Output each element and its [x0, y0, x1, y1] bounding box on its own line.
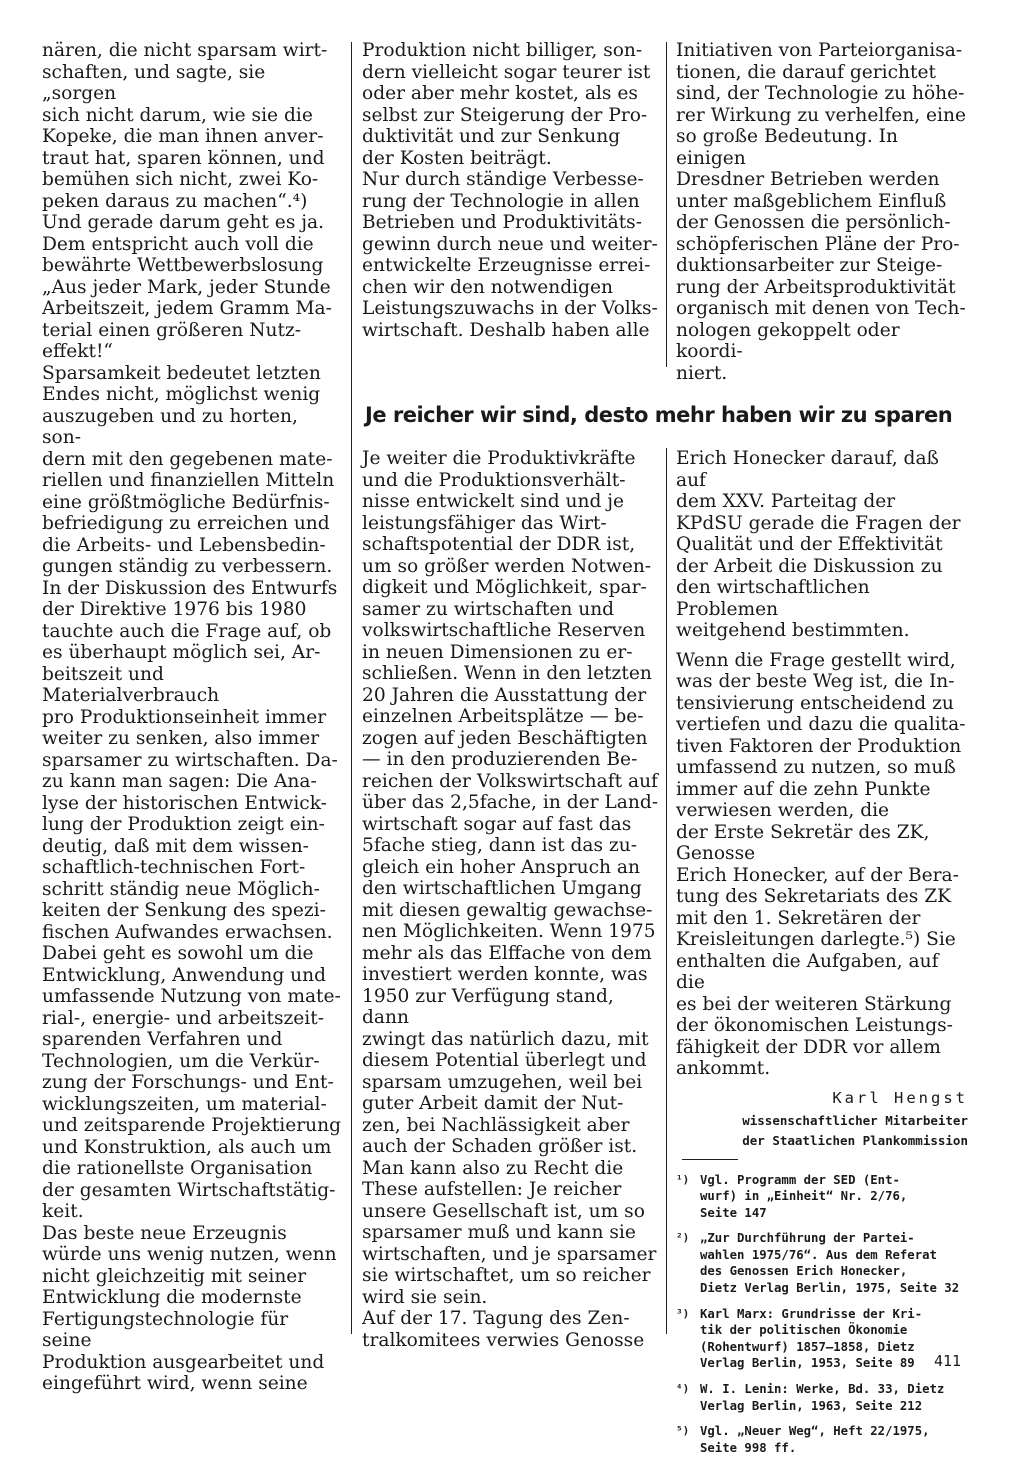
paragraph: Sparsamkeit bedeutet letzten Endes nicht, möglichst wenig auszugeben und zu horten, son- dern mit den gegebenen mate- riellen und finanziellen Mitteln eine größtmögliche Bedürfnis- befriedigung zu erreichen und die Arbeits- und Lebensbedin- gungen ständig zu verbessern.	[42, 362, 335, 577]
paragraph: Erich Honecker darauf, daß auf dem XXV. Parteitag der KPdSU gerade die Fragen der Qualität und der Effektivität der Arbeit die Diskussion zu den wirtschaftlichen Problemen weitgehend bestimmten.	[676, 448, 961, 641]
footnote-number: ²)	[676, 1231, 690, 1245]
paragraph: Wenn die Frage gestellt wird, was der beste Weg ist, die In- tensivierung entscheidend zu vertiefen und dazu die qualita- tiven Faktoren der Produktion umfassend zu nutzen, so muß immer auf die zehn Punkte verwiesen werden, die der Erste Sekretär des ZK, Genosse Erich Honecker, auf der Bera- tung des Sekretariats des ZK mit den 1. Sekretären der Kreisleitungen darlegte.⁵) Sie enthalten die Aufgaben, auf die es bei der weiteren Stärkung der ökonomischen Leistungs- fähigkeit der DDR vor allem ankommt.	[676, 649, 966, 1079]
paragraph: Auf der 17. Tagung des Zen- tralkomitees verwies Genosse	[362, 1308, 645, 1351]
column-divider-2-bottom	[666, 448, 667, 1334]
footnote-number: ³)	[676, 1306, 690, 1320]
footnote-text: Vgl. „Neuer Weg“, Heft 22/1975, Seite 998 ff.	[700, 1424, 930, 1455]
footnote-text: Karl Marx: Grundrisse der Kri- tik der politischen Ökonomie (Rohentwurf) 1857–1858, Dietz Verlag Berlin, 1953, Seite 89	[700, 1306, 923, 1371]
footnote	[676, 1306, 968, 1372]
footnote-number: ¹)	[676, 1172, 690, 1186]
footnotes	[676, 1172, 968, 1457]
paragraph: In der Diskussion des Entwurfs der Direktive 1976 bis 1980 tauchte auch die Frage auf, ob es überhaupt möglich sei, Ar- beitszeit und Materialverbrauch pro Produktionseinheit immer weiter zu senken, also immer sparsamer zu wirtschaften. Da- zu kann man sagen: Die Ana- lyse der historischen Entwick- lung der Produktion zeigt ein- deutig, daß mit dem wissen- schaftlich-technischen Fort- schritt ständig neue Möglich- keiten der Senkung des spezi- fischen Aufwandes erwachsen. Dabei geht es sowohl um die Entwicklung, Anwendung und umfassende Nutzung von mate- rial-, energie- und arbeitszeit- sparenden Verfahren und Technologien, um die Verkür- zung der Forschungs- und Ent- wicklungszeiten, um material- und zeitsparende Projektierung und Konstruktion, als auch um die rationellste Organisation der gesamten Wirtschaftstätig- keit.	[42, 577, 341, 1222]
footnote-text: „Zur Durchführung der Partei- wahlen 1975/76“. Aus dem Referat des Genossen Erich Honecker, Dietz Verlag Berlin, 1975, Seite 32	[700, 1231, 960, 1296]
column-3-top	[676, 40, 968, 384]
section-heading: Je reicher wir sind, desto mehr haben wir zu sparen	[365, 403, 953, 427]
column-divider-2-top	[666, 42, 667, 367]
paragraph: Je weiter die Produktivkräfte und die Produktionsverhält- nisse entwickelt sind und je leistungsfähiger das Wirt- schaftspotential der DDR ist, um so größer werden Notwen- digkeit und Möglichkeit, spar- samer zu wirtschaften und volkswirtschaftliche Reserven in neuen Dimensionen zu er- schließen. Wenn in den letzten 20 Jahren die Ausstattung der einzelnen Arbeitsplätze — be- zogen auf jeden Beschäftigten — in den produzierenden Be- reichen der Volkswirtschaft auf über das 2,5fache, in der Land- wirtschaft sogar auf fast das 5fache stieg, dann ist das zu- gleich ein hoher Anspruch an den wirtschaftlichen Umgang mit diesen gewaltig gewachse- nen Möglichkeiten. Wenn 1975 mehr als das Elffache von dem investiert werden konnte, was 1950 zur Verfügung stand, dann zwingt das natürlich dazu, mit diesem Potential überlegt und sparsam umzugehen, weil bei guter Arbeit damit der Nut- zen, bei Nachlässigkeit aber auch der Schaden größer ist.	[362, 448, 659, 1157]
footnote-number: ⁴)	[676, 1382, 690, 1396]
paragraph: Initiativen von Parteiorganisa- tionen, die darauf gerichtet sind, der Technologie zu höhe- rer Wirkung zu verhelfen, eine so große Bedeutung. In einigen Dresdner Betrieben werden unter maßgeblichem Einfluß der Genossen die persönlich- schöpferischen Pläne der Pro- duktionsarbeiter zur Steige- rung der Arbeitsproduktivität organisch mit denen von Tech- nologen gekoppelt oder koordi- niert.	[676, 40, 966, 384]
footnote-text: Vgl. Programm der SED (Ent- wurf) in „Einheit“ Nr. 2/76, Seite 147	[700, 1172, 908, 1220]
column-1	[42, 40, 342, 1395]
footnote	[676, 1230, 968, 1296]
column-2-bottom	[362, 448, 658, 1351]
column-3-bottom	[676, 448, 968, 1465]
footnote	[676, 1381, 968, 1414]
footnote	[676, 1172, 968, 1222]
footnote-text: W. I. Lenin: Werke, Bd. 33, Dietz Verlag Berlin, 1963, Seite 212	[700, 1382, 945, 1413]
author-affiliation: wissenschaftlicher Mitarbeiter der Staatlichen Plankommission	[742, 1112, 968, 1148]
paragraph: Das beste neue Erzeugnis würde uns wenig nutzen, wenn nicht gleichzeitig mit seiner Entwicklung die modernste Fertigungstechnologie für seine Produktion ausgearbeitet und eingeführt wird, wenn seine	[42, 1222, 337, 1394]
author-name: Karl Hengst	[832, 1088, 968, 1107]
column-divider-1	[351, 42, 352, 1334]
footnote	[676, 1423, 968, 1456]
paragraph: nären, die nicht sparsam wirt- schaften, und sagte, sie „sorgen sich nicht darum, wie sie die Kopeke, die man ihnen anver- traut hat, sparen können, und bemühen sich nicht, zwei Ko- peken daraus zu machen“.⁴) Und gerade darum geht es ja. Dem entspricht auch voll die bewährte Wettbewerbslosung „Aus jeder Mark, jeder Stunde Arbeitszeit, jedem Gramm Ma- terial einen größeren Nutz- effekt!“	[42, 40, 332, 362]
page-number: 411	[934, 1352, 962, 1370]
footnote-divider	[682, 1159, 738, 1160]
paragraph: Man kann also zu Recht die These aufstellen: Je reicher unsere Gesellschaft ist, um so sparsamer muß und kann sie wirtschaften, und je sparsamer sie wirtschaftet, um so reicher wird sie sein.	[362, 1157, 657, 1308]
footnote-number: ⁵)	[676, 1424, 690, 1438]
column-2-top	[362, 40, 658, 341]
paragraph: Produktion nicht billiger, son- dern vielleicht sogar teurer ist oder aber mehr kostet, als es selbst zur Steigerung der Pro- duktivität und zur Senkung der Kosten beiträgt. Nur durch ständige Verbesse- rung der Technologie in allen Betrieben und Produktivitäts- gewinn durch neue und weiter- entwickelte Erzeugnisse errei- chen wir den notwendigen Leistungszuwachs in der Volks- wirtschaft. Deshalb haben alle	[362, 40, 658, 341]
